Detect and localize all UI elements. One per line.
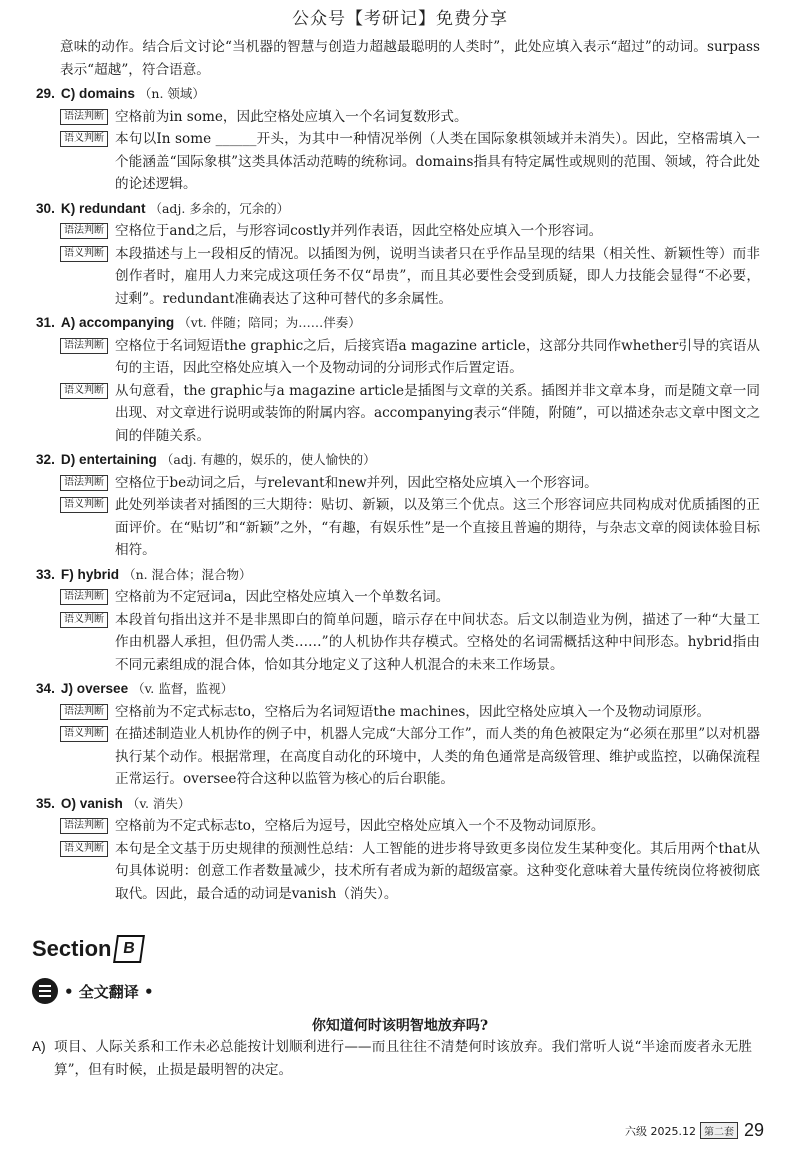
item-option: C) domains	[60, 86, 135, 101]
intro-paragraph: 意味的动作。结合后文讨论“当机器的智慧与创造力超越最聪明的人类时”，此处应填入表示“超过”的动词。surpass表示“超越”，符合语意。	[60, 39, 760, 78]
grammar-text: 空格位于be动词之后，与relevant和new并列，因此空格处应填入一个形容词。	[115, 474, 598, 491]
item-heading	[36, 793, 760, 816]
answer-item	[36, 564, 760, 677]
grammar-text: 空格前为in some，因此空格处应填入一个名词复数形式。	[115, 108, 468, 125]
meaning-tag: 语义判断	[60, 383, 108, 399]
item-option: J) oversee	[60, 681, 129, 696]
meaning-explanation	[60, 609, 760, 677]
document-icon	[32, 978, 58, 1004]
paragraph-letter: A)	[32, 1039, 46, 1054]
grammar-tag: 语法判断	[60, 704, 108, 720]
grammar-explanation	[60, 815, 760, 838]
item-heading	[36, 564, 760, 587]
meaning-text: 本段首句指出这并不是非黑即白的简单问题，暗示存在中间状态。后文以制造业为例，描述了一种“大量工作由机器人承担，但仍需人类……”的人机协作共存模式。空格处的名词需概括这种中间形态。hybrid指由不同元素组成的混合体，恰如其分地定义了这种人机混合的未来工作场景。	[115, 611, 760, 673]
item-number: 34.	[36, 681, 55, 696]
answer-item	[36, 198, 760, 311]
meaning-text: 本句以In some ______开头，为其中一种情况举例（人类在国际象棋领域并未消失）。因此，空格需填入一个能涵盖“国际象棋”这类具体活动范畴的统称词。domains指具有特定属性或规则的范围、领域，符合此处的论述逻辑。	[115, 131, 760, 192]
grammar-explanation	[60, 335, 760, 380]
grammar-tag: 语法判断	[60, 338, 108, 354]
grammar-text: 空格前为不定冠词a，因此空格处应填入一个单数名词。	[115, 589, 450, 605]
item-option: F) hybrid	[60, 566, 120, 582]
translation-heading-label: • 全文翻译 •	[64, 982, 154, 1001]
answer-explanations	[36, 36, 760, 905]
section-badge: B	[114, 935, 146, 963]
item-number: 31.	[36, 315, 55, 330]
item-option: D) entertaining	[60, 452, 157, 467]
paragraph-text: 项目、人际关系和工作未必总能按计划顺利进行——而且往往不清楚何时该放弃。我们常听人说“半途而废者永无胜算”，但有时候，止损是最明智的决定。	[54, 1039, 752, 1078]
item-gloss: （vt. 伴随；陪同；为……伴奏）	[178, 315, 361, 330]
answer-item	[36, 83, 760, 196]
item-heading	[36, 83, 760, 106]
item-heading	[36, 312, 760, 335]
item-number: 29.	[36, 86, 55, 101]
meaning-tag: 语义判断	[60, 131, 108, 147]
grammar-explanation	[60, 472, 760, 495]
item-gloss: （adj. 有趣的，娱乐的，使人愉快的）	[160, 452, 376, 467]
item-option: A) accompanying	[60, 315, 175, 330]
translation-paragraph-a	[32, 1036, 752, 1081]
volume-badge: 第二套	[700, 1122, 738, 1139]
meaning-tag: 语义判断	[60, 841, 108, 857]
grammar-explanation	[60, 701, 760, 724]
page-footer	[625, 1120, 764, 1141]
meaning-text: 本句是全文基于历史规律的预测性总结：人工智能的进步将导致更多岗位发生某种变化。其后用两个that从句具体说明：创意工作者数量减少，技术所有者成为新的超级富豪。这种变化意味着大量传统岗位将被彻底取代。因此，最合适的动词是vanish（消失）。	[115, 840, 760, 902]
item-option: O) vanish	[60, 795, 123, 811]
answer-item	[36, 793, 760, 906]
grammar-tag: 语法判断	[60, 818, 108, 834]
meaning-explanation	[60, 243, 760, 311]
meaning-tag: 语义判断	[60, 497, 108, 513]
meaning-explanation	[60, 723, 760, 791]
grammar-text: 空格位于名词短语the graphic之后，后接宾语a magazine article，这部分共同作whether引导的宾语从句的主语，因此空格处应填入一个及物动词的分词形式作后置定语。	[115, 337, 760, 376]
meaning-text: 在描述制造业人机协作的例子中，机器人完成“大部分工作”，而人类的角色被限定为“必须在那里”以对机器执行某个动作。根据常理，在高度自动化的环境中，人类的角色通常是高级管理、维护或监控，以确保流程正常运行。oversee符合这种以监管为核心的后台职能。	[115, 726, 760, 787]
meaning-explanation	[60, 128, 760, 196]
answer-item	[36, 312, 760, 447]
answer-item	[36, 678, 760, 791]
page-header-source: 公众号【考研记】免费分享	[292, 9, 508, 29]
meaning-tag: 语义判断	[60, 246, 108, 262]
item-heading	[36, 449, 760, 472]
meaning-explanation	[60, 838, 760, 906]
grammar-tag: 语法判断	[60, 589, 108, 605]
grammar-explanation	[60, 106, 760, 129]
meaning-text: 此处列举读者对插图的三大期待：贴切、新颖，以及第三个优点。这三个形容词应共同构成对优质插图的正面评价。在“贴切”和“新颖”之外，“有趣，有娱乐性”是一个直接且普遍的期待，与杂志文章的阅读体验目标相符。	[115, 497, 760, 558]
grammar-text: 空格位于and之后，与形容词costly并列作表语，因此空格处应填入一个形容词。	[115, 223, 603, 239]
meaning-tag: 语义判断	[60, 726, 108, 742]
item-option: K) redundant	[60, 200, 146, 216]
item-heading	[36, 678, 760, 701]
section-title	[32, 935, 143, 963]
grammar-text: 空格前为不定式标志to，空格后为名词短语the machines，因此空格处应填入一个及物动词原形。	[115, 703, 711, 720]
section-label: Section	[32, 936, 112, 961]
item-number: 35.	[36, 795, 55, 811]
article-title: 你知道何时该明智地放弃吗?	[311, 1018, 489, 1034]
meaning-text: 从句意看，the graphic与a magazine article是插图与文章的关系。插图并非文章本身，而是随文章一同出现、对文章进行说明或装饰的附属内容。accompanying表示“伴随，附随”，可以描述杂志文章中图文之间的伴随关系。	[115, 382, 760, 444]
item-number: 33.	[36, 566, 55, 582]
item-heading	[36, 198, 760, 221]
item-gloss: （adj. 多余的，冗余的）	[149, 200, 290, 216]
item-gloss: （n. 领域）	[138, 86, 205, 101]
item-gloss: （n. 混合体；混合物）	[123, 566, 252, 582]
answer-item	[36, 449, 760, 562]
item-number: 30.	[36, 200, 55, 216]
grammar-explanation	[60, 220, 760, 243]
translation-heading	[32, 978, 154, 1004]
grammar-tag: 语法判断	[60, 109, 108, 125]
issue-label: 六级 2025.12	[624, 1124, 696, 1138]
meaning-text: 本段描述与上一段相反的情况。以插图为例，说明当读者只在乎作品呈现的结果（相关性、新颖性等）而非创作者时，雇用人力来完成这项任务不仅“昂贵”，而且其必要性会受到质疑，即人力技能会显得“不必要，过剩”。redundant准确表达了这种可替代的多余属性。	[115, 245, 760, 307]
grammar-tag: 语法判断	[60, 475, 108, 491]
grammar-explanation	[60, 586, 760, 609]
meaning-explanation	[60, 380, 760, 448]
item-number: 32.	[36, 452, 55, 467]
meaning-explanation	[60, 494, 760, 562]
item-gloss: （v. 监督，监视）	[132, 681, 234, 696]
grammar-text: 空格前为不定式标志to，空格后为逗号，因此空格处应填入一个不及物动词原形。	[115, 818, 605, 834]
page-number: 29	[743, 1120, 764, 1140]
item-gloss: （v. 消失）	[126, 795, 191, 811]
grammar-tag: 语法判断	[60, 223, 108, 239]
item-list	[36, 83, 760, 905]
meaning-tag: 语义判断	[60, 612, 108, 628]
